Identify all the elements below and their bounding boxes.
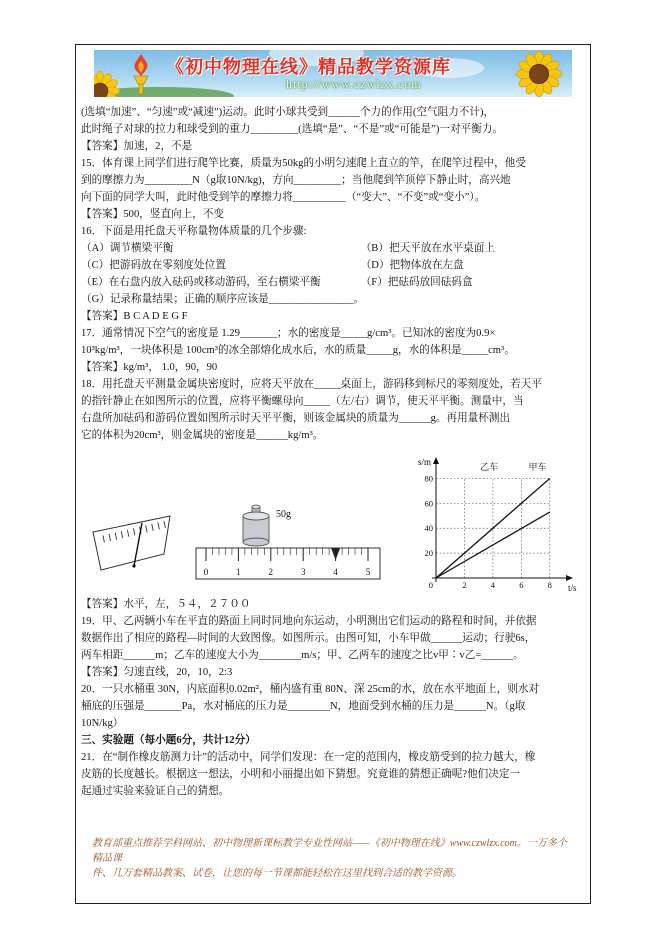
svg-text:5: 5 <box>365 567 371 577</box>
svg-text:6: 6 <box>519 580 524 590</box>
text-line: 20．一只水桶重 30N，内底面积0.02m²，桶内盛有重 80N、深 25cm的水，放在水平地面上，则水对 <box>81 684 540 695</box>
option-item: （E）在右盘内放入砝码或移动游码，至右横梁平衡 <box>81 277 321 288</box>
site-banner <box>94 50 572 97</box>
text-line: 19．甲、乙两辆小车在平直的路面上同时同地向东运动，小明测出它们运动的路程和时间，并依据 <box>81 616 537 627</box>
answer-line: 【答案】kg/m³， 1.0，90，90 <box>81 362 218 373</box>
option-row <box>81 274 585 291</box>
svg-text:乙车: 乙车 <box>480 462 499 472</box>
weight-label: 50g <box>276 509 291 520</box>
worksheet-text-bottom <box>80 596 586 800</box>
svg-text:3: 3 <box>300 567 306 577</box>
torch-icon <box>128 53 154 95</box>
text-line: 17．通常情况下空气的密度是 1.29_______；水的密度是_____g/cm³。已知冰的密度为0.9× <box>81 328 496 339</box>
svg-text:80: 80 <box>424 473 433 484</box>
text-line: 它的体积为20cm³，则金属块的密度是______kg/m³。 <box>81 430 324 441</box>
option-item: （A）调节横梁平衡 <box>81 243 174 254</box>
option-item: （F）把砝码放回砝码盒 <box>360 277 473 288</box>
text-line: 15．体育课上同学们进行爬竿比赛，质量为50kg的小明匀速爬上直立的竿，在爬竿过程中，他受 <box>81 158 526 169</box>
text-line: 到的摩擦力为_________N（g取10N/kg)，方向_________；当他爬到竿顶停下静止时，高兴地 <box>81 175 511 186</box>
torch-handle <box>139 84 143 94</box>
text-line: （G）记录称量结果；正确的顺序应该是________________。 <box>81 294 365 305</box>
text-line: 皮筋的长度越长。根据这一想法，小明和小丽提出如下猜想。究竟谁的猜想正确呢?他们决定一 <box>81 769 521 780</box>
site-url: http://www.czwlzx.com <box>286 77 422 91</box>
option-item: （B）把天平放在水平桌面上 <box>360 243 495 254</box>
svg-text:甲车: 甲车 <box>528 462 547 472</box>
answer-line: 【答案】500，竖直向上，不变 <box>81 209 225 220</box>
text-line: 起通过实验来验证自己的猜想。 <box>81 786 230 797</box>
text-line: 数据作出了相应的路程—时间的大致图像。如图所示。由图可知，小车甲做______运动；行驶6s， <box>81 633 536 644</box>
option-item: （D）把物体放在左盘 <box>360 260 464 271</box>
svg-text:t/s: t/s <box>568 583 577 593</box>
svg-text:2: 2 <box>462 580 467 590</box>
svg-text:1: 1 <box>236 567 241 577</box>
text-line: (选填“加速”、“匀速”或“减速”)运动。此时小球共受到______个力的作用(空气阻力不计)， <box>81 107 495 118</box>
page-frame <box>75 44 591 904</box>
sunflower-icon <box>94 71 120 97</box>
svg-text:s/m: s/m <box>418 457 432 467</box>
footer-note <box>80 836 586 903</box>
answer-line: 【答案】匀速直线，20，10，2:3 <box>81 667 233 678</box>
svg-text:60: 60 <box>424 498 433 509</box>
figures-row <box>80 444 586 596</box>
text-line: 此时绳子对球的拉力和球受到的重力_________(选填“是”、“不是”或“可能是”)一对平衡力。 <box>81 124 503 135</box>
text-line: 16．下面是用托盘天平称量物体质量的几个步骤: <box>81 226 307 237</box>
text-line: 两车相距______m；乙车的速度大小为________m/s；甲、乙两车的速度之比v甲∶v乙=______。 <box>81 650 524 661</box>
svg-text:8: 8 <box>547 580 552 590</box>
svg-text:20: 20 <box>424 548 433 559</box>
text-line: 右盘所加砝码和游码位置如图所示时天平平衡，则该金属块的质量为______g。再用量杯测出 <box>81 413 511 424</box>
text-line: 桶底的压强是_______Pa，水对桶底的压力是________N，地面受到水桶的压力是______N。（g取 <box>81 701 526 712</box>
footer-line: 件、几万套精品教案、试卷，让您的每一节课都能轻松在这里找到合适的教学资源。 <box>92 868 462 879</box>
answer-line: 【答案】水平，左，５４，２７００ <box>81 599 251 610</box>
text-line: 21．在“制作橡皮筋测力计”的活动中，同学们发现：在一定的范围内，橡皮筋受到的拉力越大，橡 <box>81 752 536 763</box>
needle-pivot <box>132 564 135 567</box>
text-line: 18．用托盘天平测量金属块密度时，应将天平放在_____桌面上，游码移到标尺的零刻度处，若天平 <box>81 379 542 390</box>
option-row <box>81 257 585 274</box>
answer-line: 【答案】加速，2，不是 <box>81 141 193 152</box>
sunflower-center <box>94 83 108 97</box>
option-row <box>81 240 585 257</box>
site-title: 《初中物理在线》精品教学资源库 <box>166 57 451 77</box>
svg-text:0: 0 <box>428 580 433 590</box>
svg-text:40: 40 <box>424 523 433 534</box>
svg-text:4: 4 <box>490 580 496 590</box>
worksheet-text-top <box>80 104 586 444</box>
text-line: 向下面的同学大叫，此时他受到竿的摩擦力将__________（“变大”、“不变”或“变小”）。 <box>81 192 486 203</box>
svg-text:2: 2 <box>268 567 274 577</box>
balance-pointer-dial-figure <box>90 508 178 576</box>
text-line: 10N/kg） <box>81 718 124 729</box>
answer-line: 【答案】B C A D E G F <box>81 311 188 322</box>
svg-text:0: 0 <box>203 567 209 577</box>
sunflower-icon <box>516 51 562 97</box>
svg-text:4: 4 <box>333 567 338 577</box>
torch-cup <box>134 76 148 84</box>
text-line: 的指针静止在如图所示的位置，应将平衡螺母向_____（左/右）调节，使天平平衡。测量中，当 <box>81 396 524 407</box>
weight-icon <box>243 505 269 546</box>
footer-line: 教育部重点推荐学科网站、初中物理新课标教学专业性网站——《初中物理在线》www.czwlzx.com。一万多个精品课 <box>92 838 567 864</box>
balance-rider-scale-figure <box>194 502 384 582</box>
sunflower-center <box>530 65 549 84</box>
distance-time-graph <box>410 450 582 596</box>
section-heading: 三、实验题（每小题6分，共计12分） <box>81 735 256 746</box>
rider-ruler-body <box>196 548 380 579</box>
text-line: 10³kg/m³，一块体积是 100cm³的冰全部熔化成水后，水的质量_____g，水的体积是_____cm³。 <box>81 345 515 356</box>
option-item: （C）把游码放在零刻度处位置 <box>81 260 226 271</box>
